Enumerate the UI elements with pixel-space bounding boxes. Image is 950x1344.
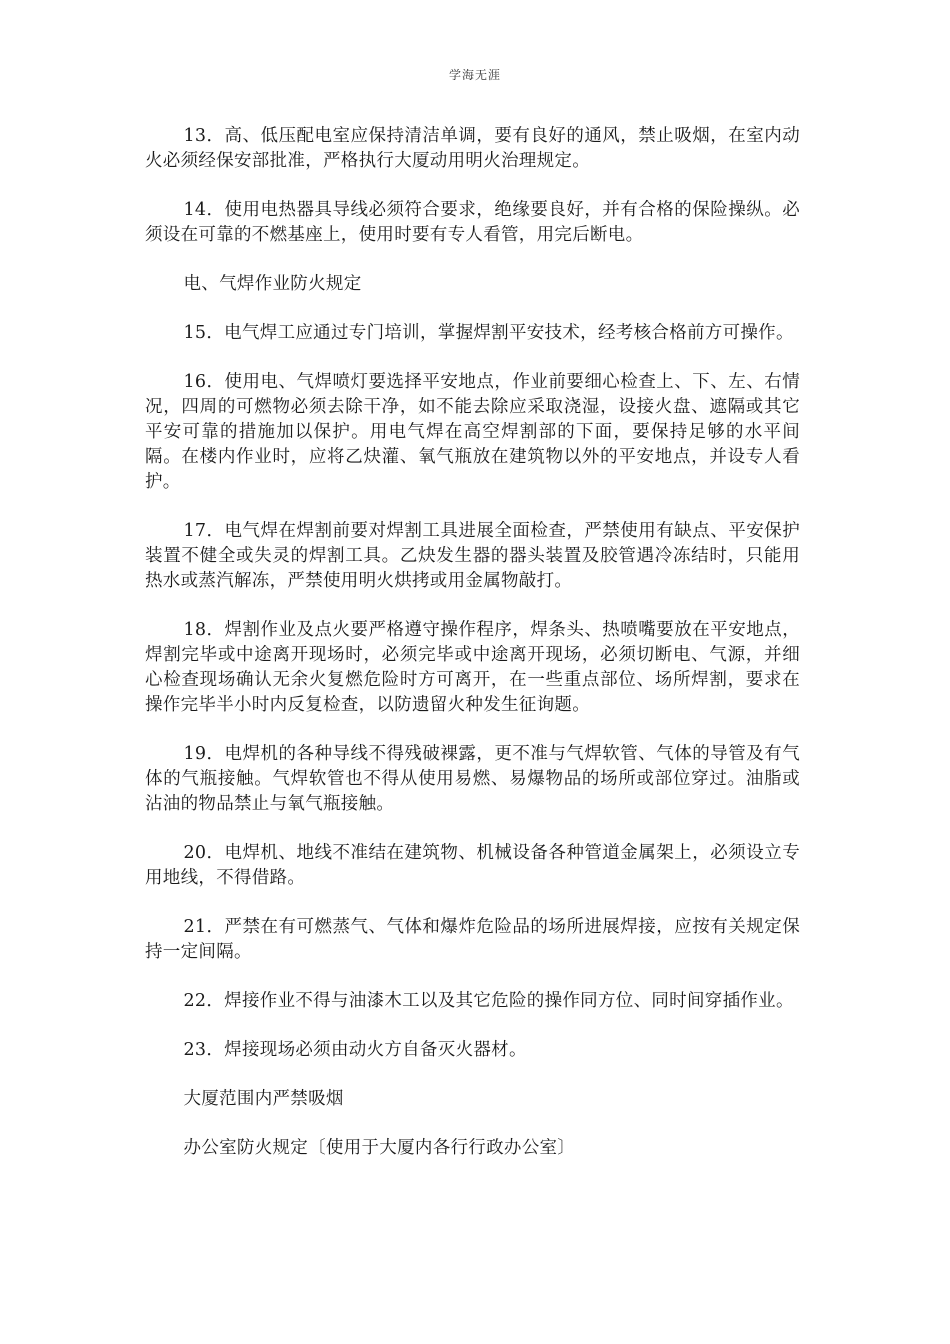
paragraph-13: 13．高、低压配电室应保持清洁单调，要有良好的通风，禁止吸烟，在室内动火必须经保安部批准，严格执行大厦动用明火治理规定。	[145, 126, 800, 171]
section-heading-no-smoking: 大厦范围内严禁吸烟	[183, 1089, 344, 1109]
paragraph-22: 22．焊接作业不得与油漆木工以及其它危险的操作同方位、同时间穿插作业。	[183, 991, 794, 1011]
paragraph-19: 19．电焊机的各种导线不得残破裸露，更不准与气焊软管、气体的导管及有气体的气瓶接触。气焊软管也不得从使用易燃、易爆物品的场所或部位穿过。油脂或沾油的物品禁止与氧气瓶接触。	[145, 744, 800, 814]
section-heading-welding: 电、气焊作业防火规定	[183, 274, 362, 294]
section-heading-office-rules: 办公室防火规定〔使用于大厦内各行行政办公室〕	[183, 1138, 576, 1158]
paragraph-14: 14．使用电热器具导线必须符合要求，绝缘要良好，并有合格的保险操纵。必须设在可靠的不燃基座上，使用时要有专人看管，用完后断电。	[145, 200, 800, 245]
paragraph-18: 18．焊割作业及点火要严格遵守操作程序，焊条头、热喷嘴要放在平安地点，焊割完毕或中途离开现场时，必须完毕或中途离开现场，必须切断电、气源，并细心检查现场确认无余火复燃危险时方可离开，在一些重点部位、场所焊割，要求在操作完毕半小时内反复检查，以防遗留火种发生征询题。	[145, 620, 800, 715]
document-body	[145, 124, 800, 1185]
paragraph-23: 23．焊接现场必须由动火方自备灭火器材。	[183, 1040, 527, 1060]
page-header: 学海无涯	[448, 68, 501, 82]
paragraph-20: 20．电焊机、地线不准结在建筑物、机械设备各种管道金属架上，必须设立专用地线，不得借路。	[145, 843, 800, 888]
paragraph-17: 17．电气焊在焊割前要对焊割工具进展全面检查，严禁使用有缺点、平安保护装置不健全或失灵的焊割工具。乙炔发生器的器头装置及胶管遇冷冻结时，只能用热水或蒸汽解冻，严禁使用明火烘拷或用金属物敲打。	[145, 521, 800, 591]
paragraph-15: 15．电气焊工应通过专门培训，掌握焊割平安技术，经考核合格前方可操作。	[183, 323, 794, 343]
paragraph-21: 21．严禁在有可燃蒸气、气体和爆炸危险品的场所进展焊接，应按有关规定保持一定间隔。	[145, 917, 800, 962]
paragraph-16: 16．使用电、气焊喷灯要选择平安地点，作业前要细心检查上、下、左、右情况，四周的可燃物必须去除干净，如不能去除应采取浇湿，设接火盘、遮隔或其它平安可靠的措施加以保护。用电气焊在高空焊割部的下面，要保持足够的水平间隔。在楼内作业时，应将乙炔灌、氧气瓶放在建筑物以外的平安地点，并设专人看护。	[145, 372, 800, 492]
